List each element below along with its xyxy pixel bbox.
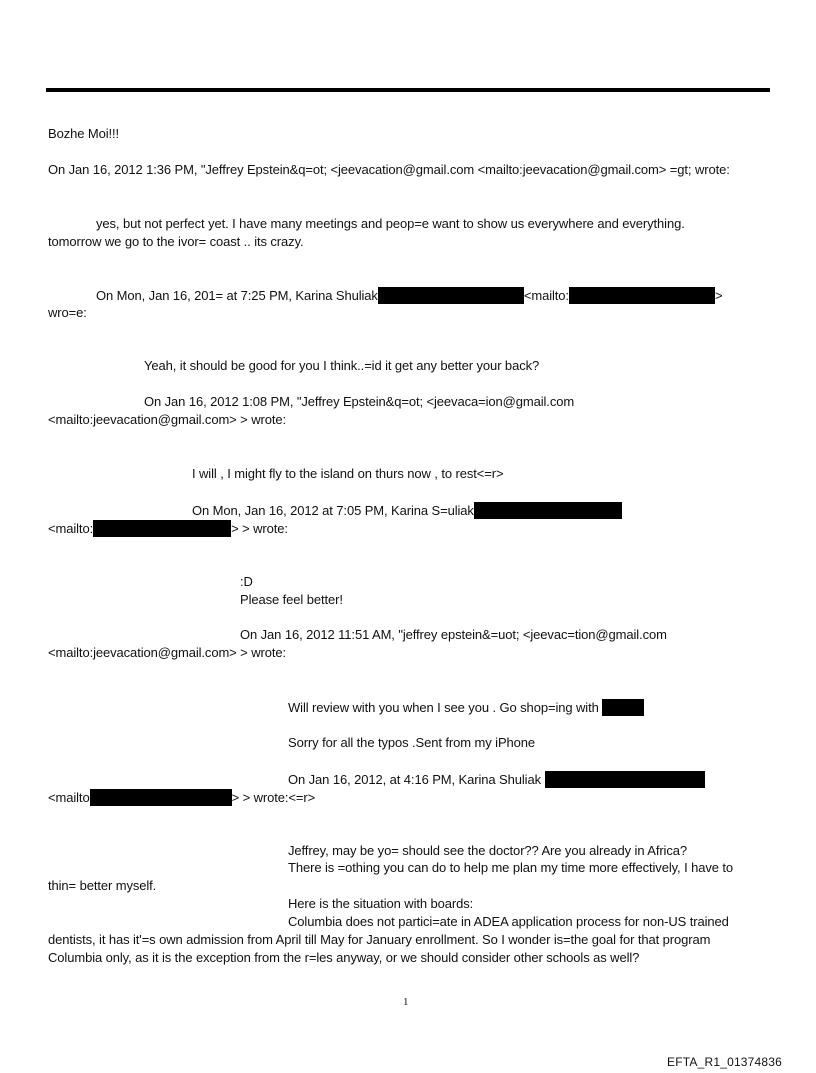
mailto-prefix: <mailto: bbox=[48, 521, 94, 536]
message-6-line-3: thin= better myself. bbox=[48, 878, 157, 893]
quote-header-2 bbox=[96, 287, 722, 304]
quote-header-5-wrap: <mailto:jeevacation@gmail.com> > wrote: bbox=[48, 645, 286, 660]
quote-header-4-text: On Mon, Jan 16, 2012 at 7:05 PM, Karina S=uliak bbox=[192, 503, 474, 518]
mailto-prefix: <mailto: bbox=[523, 288, 569, 303]
message-6-line-5: Columbia does not partici=ate in ADEA application process for non-US trained bbox=[288, 914, 729, 929]
message-6-line-7: Columbia only, as it is the exception from the r=les anyway, or we should consider other schools as well? bbox=[48, 950, 640, 965]
mailto-suffix: > > wrote:<=r> bbox=[231, 790, 316, 805]
header-rule bbox=[46, 88, 770, 92]
redaction-box bbox=[474, 502, 622, 519]
quote-header-5: On Jan 16, 2012 11:51 AM, "jeffrey epstein&=uot; <jeevac=tion@gmail.com bbox=[240, 627, 667, 642]
mailto-suffix: > > wrote: bbox=[231, 521, 288, 536]
message-5-signature: Sorry for all the typos .Sent from my iPhone bbox=[288, 735, 536, 750]
mailto-prefix: <mailto bbox=[48, 790, 90, 805]
bates-stamp: EFTA_R1_01374836 bbox=[667, 1055, 783, 1069]
redaction-box bbox=[93, 520, 231, 537]
message-2: Yeah, it should be good for you I think..=id it get any better your back? bbox=[144, 358, 540, 373]
redaction-box bbox=[569, 287, 715, 304]
message-5 bbox=[288, 699, 644, 716]
quote-header-6-text: On Jan 16, 2012, at 4:16 PM, Karina Shuliak bbox=[288, 772, 541, 787]
redaction-box bbox=[90, 789, 232, 806]
quote-header-3: On Jan 16, 2012 1:08 PM, "Jeffrey Epstein&q=ot; <jeevaca=ion@gmail.com bbox=[144, 394, 575, 409]
mailto-suffix: > bbox=[714, 288, 723, 303]
message-1-line-2: tomorrow we go to the ivor= coast .. its crazy. bbox=[48, 234, 304, 249]
redaction-box bbox=[545, 771, 705, 788]
quote-header-6 bbox=[288, 771, 705, 788]
message-4-line-2: Please feel better! bbox=[240, 592, 343, 607]
quote-header-6-wrap bbox=[48, 789, 315, 806]
redaction-box bbox=[378, 287, 524, 304]
greeting: Bozhe Moi!!! bbox=[48, 126, 120, 141]
message-6-line-1: Jeffrey, may be yo= should see the doctor?? Are you already in Africa? bbox=[288, 843, 688, 858]
message-3: I will , I might fly to the island on thurs now , to rest<=r> bbox=[192, 466, 504, 481]
quote-header-4 bbox=[192, 502, 622, 519]
page-number: 1 bbox=[403, 996, 409, 1008]
quote-header-3-wrap: <mailto:jeevacation@gmail.com> > wrote: bbox=[48, 412, 286, 427]
message-6-line-6: dentists, it has it'=s own admission from April till May for January enrollment. So I wonder is=the goal for that program bbox=[48, 932, 711, 947]
message-1-line-1: yes, but not perfect yet. I have many meetings and peop=e want to show us everywhere and everything. bbox=[96, 216, 685, 231]
redaction-box bbox=[602, 699, 644, 716]
message-6-line-2: There is =othing you can do to help me plan my time more effectively, I have to bbox=[288, 860, 734, 875]
quote-header-4-wrap bbox=[48, 520, 288, 537]
quote-header-2-text: On Mon, Jan 16, 201= at 7:25 PM, Karina Shuliak bbox=[96, 288, 378, 303]
quote-header-1: On Jan 16, 2012 1:36 PM, "Jeffrey Epstein&q=ot; <jeevacation@gmail.com <mailto:jeevacation@gmail.com> =gt; wrote: bbox=[48, 162, 730, 177]
quote-header-2-wrap: wro=e: bbox=[48, 305, 87, 320]
message-4-line-1: :D bbox=[240, 574, 253, 589]
message-5-text: Will review with you when I see you . Go shop=ing with bbox=[288, 700, 599, 715]
message-6-line-4: Here is the situation with boards: bbox=[288, 896, 474, 911]
